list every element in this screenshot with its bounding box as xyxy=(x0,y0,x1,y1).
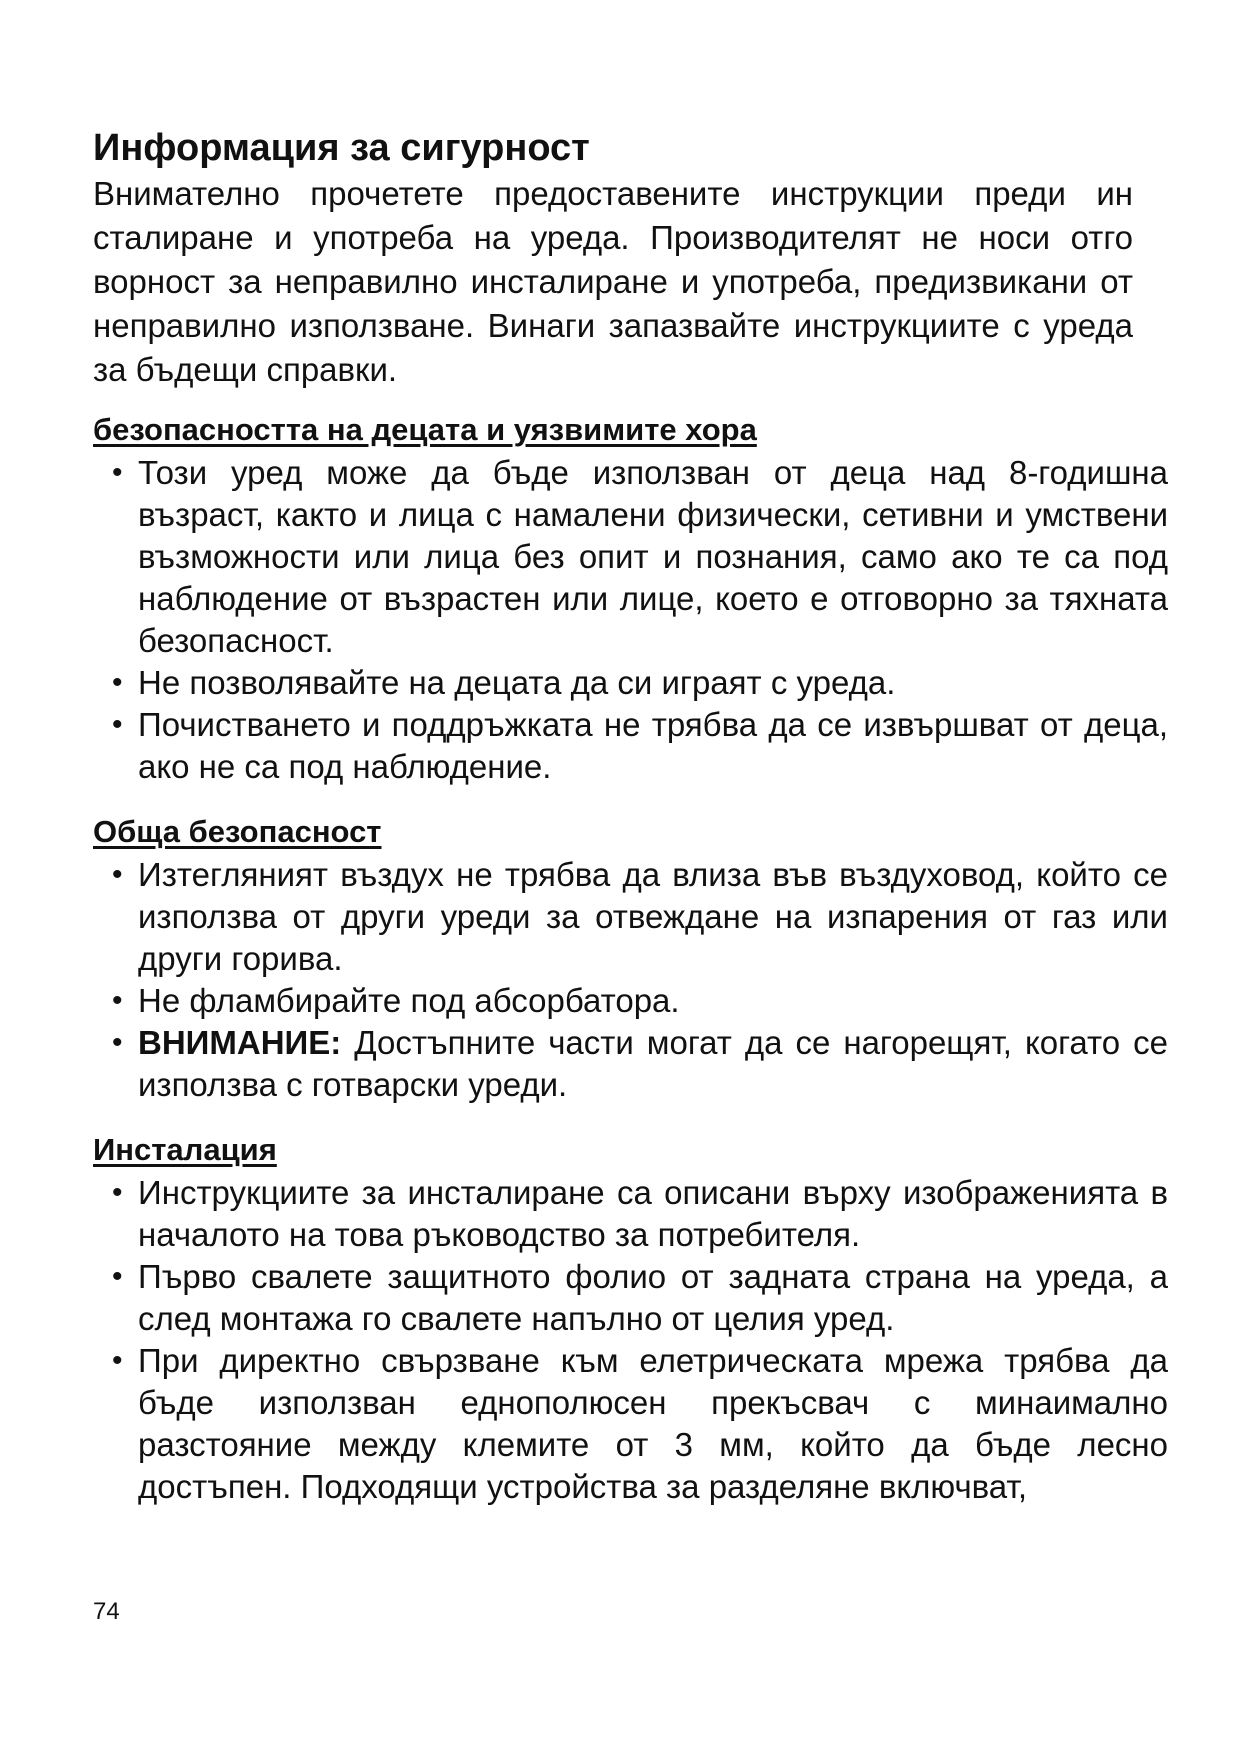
list-item-text: Не позволявайте на децата да си играят с уреда. xyxy=(138,664,896,701)
page-number: 74 xyxy=(93,1598,120,1625)
page-title: Информация за сигурност xyxy=(93,127,590,169)
list-item-text: Този уред може да бъде използван от деца над 8-годишна възраст, както и лица с намалени физически, сетивни и умствени възможности или лица без опит и познания, само ако те са под наблюдение от възрастен или лице, което е отговорно за тяхната безопасност. xyxy=(138,454,1168,659)
section-heading-general: Обща безопасност xyxy=(93,814,382,849)
list-item xyxy=(112,1340,1168,1508)
bullet-icon: • xyxy=(112,1176,123,1209)
list-item-text: Изтегляният въздух не трябва да влиза във въздуховод, който се използва от други уреди за отвеждане на изпарения от газ или други горива. xyxy=(138,856,1168,977)
list-item xyxy=(112,980,1168,1022)
bullet-icon: • xyxy=(112,1026,123,1059)
bullet-icon: • xyxy=(112,456,123,489)
children-safety-list xyxy=(93,452,1168,788)
list-item xyxy=(112,662,1168,704)
installation-list xyxy=(93,1172,1168,1508)
bullet-icon: • xyxy=(112,858,123,891)
list-item xyxy=(112,854,1168,980)
list-item xyxy=(112,704,1168,788)
bullet-icon: • xyxy=(112,984,123,1017)
bullet-icon: • xyxy=(112,1344,123,1377)
list-item-text: Първо свалете защитното фолио от задната страна на уреда, а след монтажа го свалете напълно от целия уред. xyxy=(138,1258,1168,1337)
section-heading-children: безопасността на децата и уязвимите хора xyxy=(93,412,757,447)
list-item-text: При директно свързване към елетрическата мрежа трябва да бъде използван еднополюсен прекъсвач с минаимално разстояние между клемите от 3 мм, който да бъде лесно достъпен. Подходящи устройства за разделяне включват, xyxy=(138,1342,1168,1505)
intro-paragraph: Внимателно прочетете предоставените инструкции преди ин сталиране и употреба на уреда. Производителят не носи отго ворност за неправилно инсталиране и употреба, предизвикани от неправилно използване. Винаги запазвайте инструкциите с уреда за бъдещи справки. xyxy=(93,175,1133,388)
list-item xyxy=(112,1172,1168,1256)
general-safety-list xyxy=(93,854,1168,1106)
warning-label: ВНИМАНИЕ: xyxy=(138,1024,342,1061)
warning-item xyxy=(112,1022,1168,1106)
page-content xyxy=(93,124,1168,1508)
bullet-icon: • xyxy=(112,666,123,699)
list-item xyxy=(112,452,1168,662)
list-item-text: Почистването и поддръжката не трябва да се извършват от деца, ако не са под наблюдение. xyxy=(138,706,1168,785)
list-item-text: Инструкциите за инсталиране са описани върху изображенията в началото на това ръководство за потребителя. xyxy=(138,1174,1168,1253)
warning-text: Достъпните части могат да се нагорещят, когато се използва с готварски уреди. xyxy=(138,1024,1168,1103)
section-heading-installation: Инсталация xyxy=(93,1132,277,1167)
list-item-text: Не фламбирайте под абсорбатора. xyxy=(138,982,680,1019)
bullet-icon: • xyxy=(112,708,123,741)
list-item xyxy=(112,1256,1168,1340)
bullet-icon: • xyxy=(112,1260,123,1293)
